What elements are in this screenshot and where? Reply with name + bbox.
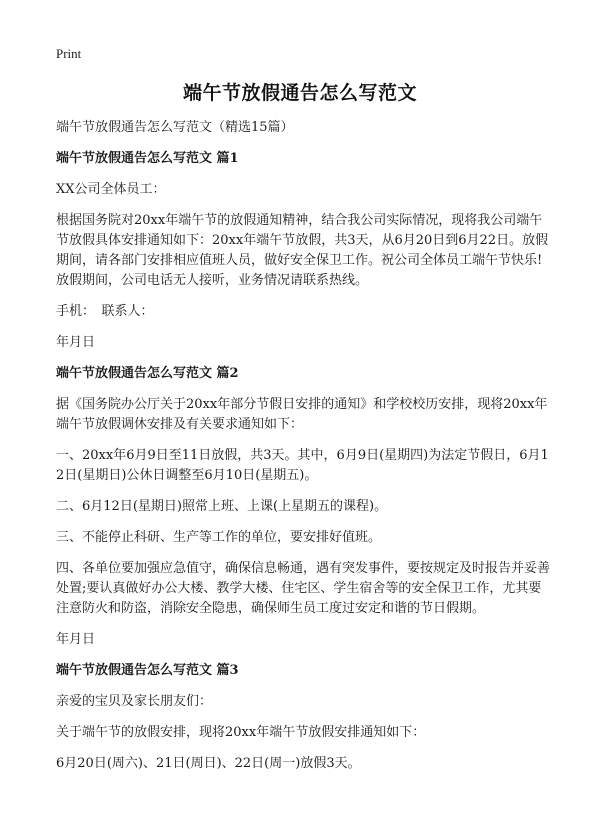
section-heading: 端午节放假通告怎么写范文 篇3 (56, 663, 239, 678)
body-paragraph: 关于端午节的放假安排，现将20xx年端午节放假安排通知如下： (56, 725, 426, 740)
section-heading: 端午节放假通告怎么写范文 篇1 (56, 151, 239, 166)
salutation: 亲爱的宝贝及家长朋友们： (56, 694, 213, 709)
body-paragraph: 6月20日(周六)、21日(周日)、22日(周一)放假3天。 (56, 756, 361, 771)
date-line: 年月日 (56, 335, 96, 350)
intro-line: 端午节放假通告怎么写范文（精选15篇） (56, 120, 294, 135)
contact-line: 手机： 联系人： (56, 304, 154, 319)
section-heading: 端午节放假通告怎么写范文 篇2 (56, 366, 239, 381)
body-paragraph: 三、不能停止科研、生产等工作的单位，要安排好值班。 (56, 530, 382, 545)
print-label: Print (56, 46, 82, 61)
body-paragraph: 根据国务院对20xx年端午节的放假通知精神，结合我公司实际情况，现将我公司端午节放假具体安排通知如下：20xx年端午节放假，共3天，从6月20日到6月22日。放假期间，请各部门安排相应值班人员，做好安全保卫工作。祝公司全体员工端午节快乐!放假期间，公司电话无人接听，业务情况请联系热线。 (56, 213, 549, 288)
salutation: XX公司全体员工： (56, 182, 166, 197)
body-paragraph: 四、各单位要加强应急值守，确保信息畅通，遇有突发事件，要按规定及时报告并妥善处置;要认真做好办公大楼、教学大楼、住宅区、学生宿舍等的安全保卫工作，尤其要注意防火和防盗，消除安全隐患，确保师生员工度过安定和谐的节日假期。 (56, 561, 551, 616)
document-title: 端午节放假通告怎么写范文 (182, 82, 417, 104)
document-body (56, 118, 550, 785)
date-line: 年月日 (56, 632, 96, 647)
body-paragraph: 据《国务院办公厅关于20xx年部分节假日安排的通知》和学校校历安排，现将20xx年端午节放假调休安排及有关要求通知如下： (56, 397, 548, 432)
body-paragraph: 二、6月12日(星期日)照常上班、上课(上星期五的课程)。 (56, 499, 388, 514)
body-paragraph: 一、20xx年6月9日至11日放假，共3天。其中，6月9日(星期四)为法定节假日，6月12日(星期日)公休日调整至6月10日(星期五)。 (56, 448, 549, 483)
